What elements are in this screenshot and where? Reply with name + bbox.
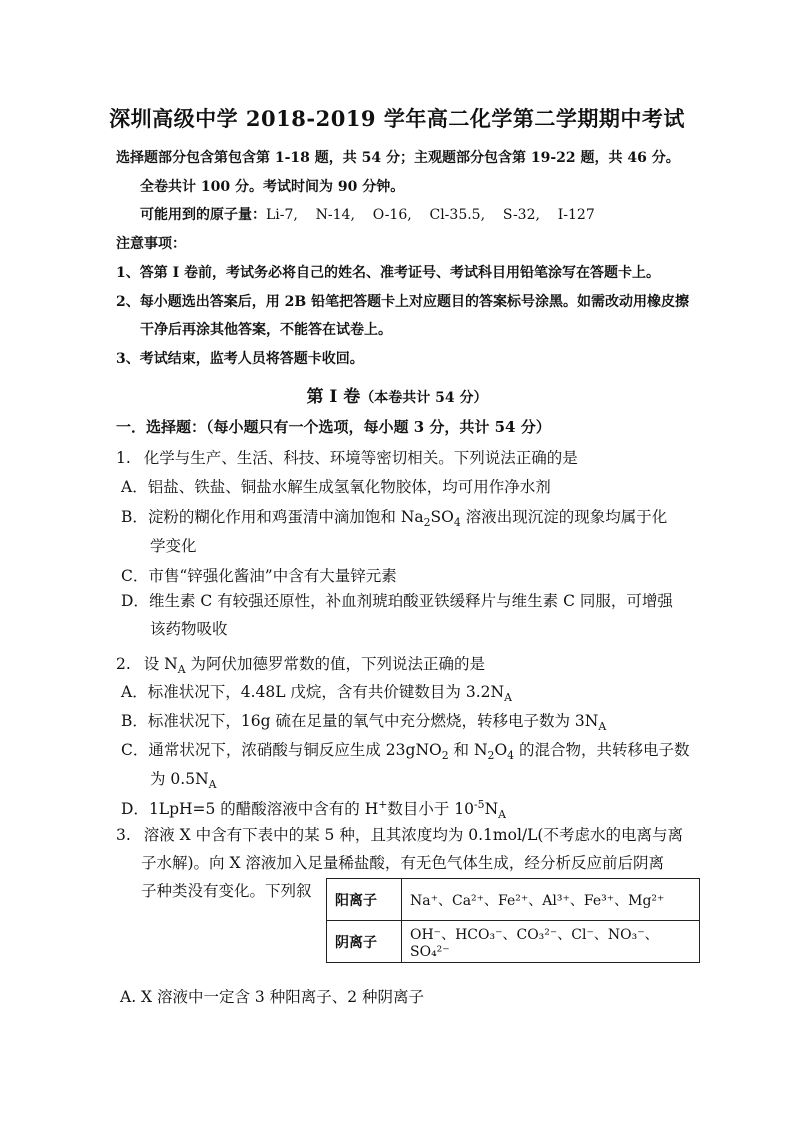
option-label: A． xyxy=(121,683,148,701)
q2-option-a xyxy=(121,680,512,704)
subscript: A xyxy=(208,778,217,792)
section-note: （本卷共计 54 分） xyxy=(360,390,488,406)
question-3-line2: 子水解)。向 X 溶液加入足量稀盐酸，有无色气体生成，经分析反应前后阴离 xyxy=(141,854,664,872)
q1-option-a xyxy=(121,475,551,497)
option-text: 市售“锌强化酱油”中含有大量锌元素 xyxy=(148,567,397,585)
part-title: 一．选择题：（每小题只有一个选项，每小题 3 分，共计 54 分） xyxy=(116,418,551,436)
section-header xyxy=(0,382,794,407)
question-number: 3. xyxy=(116,826,131,844)
option-text: 和 N xyxy=(448,741,488,759)
atomic-mass-values: Li-7, N-14, O-16, Cl-35.5, S-32, I-127 xyxy=(266,207,595,223)
question-text: 设 N xyxy=(143,655,178,673)
option-text: 溶液出现沉淀的现象均属于化 xyxy=(460,508,668,526)
q1-option-d xyxy=(121,589,673,611)
subscript: A xyxy=(177,663,186,677)
note-item-2-cont: 干净后再涂其他答案，不能答在试卷上。 xyxy=(140,322,392,338)
option-text: 通常状况下，浓硝酸与铜反应生成 23gNO xyxy=(148,741,442,759)
option-label: D． xyxy=(121,592,149,610)
q1-option-b xyxy=(121,505,667,529)
option-text: N xyxy=(484,800,499,818)
q1-option-d-cont: 该药物吸收 xyxy=(150,620,228,638)
question-3-line3: 子种类没有变化。下列叙 xyxy=(141,882,312,900)
question-3-stem xyxy=(116,823,683,845)
option-text: O xyxy=(494,741,508,759)
q3-option-a: A. X 溶液中一定含 3 种阳离子、2 种阴离子 xyxy=(120,988,425,1006)
note-item-1: 1、答第 I 卷前，考试务必将自己的姓名、准考证号、考试科目用铅笔涂写在答题卡上。 xyxy=(116,265,661,281)
superscript: -5 xyxy=(474,797,485,811)
subscript: A xyxy=(504,691,512,705)
subscript: 2 xyxy=(441,749,449,763)
option-label: D． xyxy=(121,800,149,818)
q2-option-c xyxy=(121,738,690,762)
table-row xyxy=(327,879,700,921)
option-label: B． xyxy=(121,508,148,526)
option-text: 标准状况下，4.48L 戊烷，含有共价键数目为 3.2N xyxy=(147,683,505,701)
q1-option-b-cont: 学变化 xyxy=(150,537,197,555)
exam-info-line2: 全卷共计 100 分。考试时间为 90 分钟。 xyxy=(140,179,405,195)
option-text: 铝盐、铁盐、铜盐水解生成氢氧化物胶体，均可用作净水剂 xyxy=(147,478,551,496)
question-1-stem xyxy=(116,446,578,468)
atomic-mass-line xyxy=(140,204,595,224)
question-text: 溶液 X 中含有下表中的某 5 种，且其浓度均为 0.1mol/L(不考虑水的电离与离 xyxy=(143,826,683,844)
q2-option-b xyxy=(121,709,606,733)
notes-title: 注意事项： xyxy=(116,236,186,252)
exam-info-line1: 选择题部分包含第包含第 1-18 题，共 54 分；主观题部分包含第 19-22 题，共 46 分。 xyxy=(116,150,680,166)
ion-table xyxy=(326,878,700,963)
option-text: 的混合物，共转移电子数 xyxy=(514,741,690,759)
exam-title: 深圳高级中学 2018-2019 学年高二化学第二学期期中考试 xyxy=(109,106,685,131)
anion-list: OH⁻、HCO₃⁻、CO₃²⁻、Cl⁻、NO₃⁻、SO₄²⁻ xyxy=(402,921,700,963)
question-2-stem xyxy=(116,652,485,676)
question-number: 2. xyxy=(116,655,131,673)
subscript: A xyxy=(598,720,607,734)
subscript: A xyxy=(498,808,506,822)
subscript: 2 xyxy=(423,516,431,530)
note-item-3: 3、考试结束，监考人员将答题卡收回。 xyxy=(116,351,364,367)
subscript: 4 xyxy=(453,516,461,530)
cation-list: Na⁺、Ca²⁺、Fe²⁺、Al³⁺、Fe³⁺、Mg²⁺ xyxy=(402,879,700,921)
option-label: B． xyxy=(121,712,148,730)
question-text: 化学与生产、生活、科技、环境等密切相关。下列说法正确的是 xyxy=(143,449,578,467)
question-number: 1. xyxy=(116,449,131,467)
superscript: + xyxy=(378,797,388,811)
option-text: 1LpH=5 的醋酸溶液中含有的 H xyxy=(148,800,379,818)
q2-option-d xyxy=(121,797,506,821)
option-text: 维生素 C 有较强还原性，补血剂琥珀酸亚铁缓释片与维生素 C 同服，可增强 xyxy=(148,592,673,610)
subscript: 2 xyxy=(487,749,495,763)
question-text: 为阿伏加德罗常数的值，下列说法正确的是 xyxy=(185,655,486,673)
table-row xyxy=(327,921,700,963)
cation-header: 阳离子 xyxy=(327,879,402,921)
option-text: 为 0.5N xyxy=(150,770,209,788)
option-label: C． xyxy=(121,567,149,585)
q1-option-c xyxy=(121,564,397,586)
option-text: 淀粉的糊化作用和鸡蛋清中滴加饱和 Na xyxy=(147,508,424,526)
note-item-2: 2、每小题选出答案后，用 2B 铅笔把答题卡上对应题目的答案标号涂黑。如需改动用橡皮擦 xyxy=(116,294,690,310)
option-label: A． xyxy=(121,478,148,496)
option-text: 标准状况下，16g 硫在足量的氧气中充分燃烧，转移电子数为 3N xyxy=(147,712,599,730)
subscript: 4 xyxy=(507,749,515,763)
option-label: C． xyxy=(121,741,149,759)
option-text: SO xyxy=(430,508,454,526)
section-title: 第 I 卷 xyxy=(306,387,361,407)
atomic-mass-label: 可能用到的原子量： xyxy=(140,207,266,223)
q2-option-c-cont xyxy=(150,767,216,791)
anion-header: 阴离子 xyxy=(327,921,402,963)
option-text: 数目小于 10 xyxy=(387,800,475,818)
